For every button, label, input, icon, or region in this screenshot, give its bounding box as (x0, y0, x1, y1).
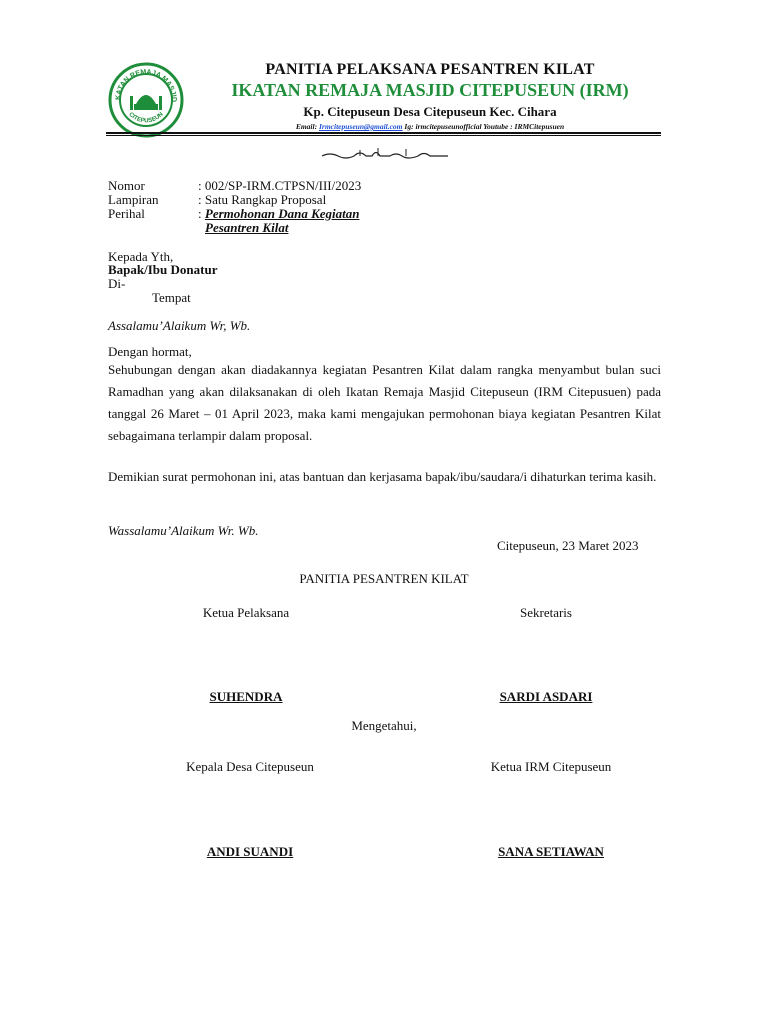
lampiran-label: Lampiran (108, 192, 159, 207)
body-paragraph-1: Sehubungan dengan akan diadakannya kegiatan Pesantren Kilat dalam rangka menyambut bulan suci Ramadhan yang akan dilaksanakan di oleh Ikatan Remaja Masjid Citepuseun (IRM Citepusuen) pada tanggal 26 Maret – 01 April 2023, maka kami mengajukan permohonan biaya kegiatan Pesantren Kilat sebagaimana terlampir dalam proposal. (108, 362, 661, 443)
recipient: Bapak/Ibu Donatur (108, 262, 218, 277)
salutation-kepada: Kepada Yth, (108, 249, 174, 264)
signatory-sekretaris: SARDI ASDARI (499, 689, 593, 704)
header-address: Kp. Citepuseun Desa Citepuseun Kec. Cihara (303, 104, 557, 119)
irm-logo (108, 62, 184, 138)
committee-name: PANITIA PESANTREN KILAT (299, 571, 469, 586)
signatory-kepala-desa: ANDI SUANDI (206, 844, 294, 859)
header-committee-title: PANITIA PELAKSANA PESANTREN KILAT (265, 61, 595, 78)
logo-bottom-text: CITEPUSEUN (127, 111, 165, 125)
header-rule-thick (106, 132, 661, 134)
signatory-ketua-pelaksana: SUHENDRA (209, 689, 283, 704)
header-organization-title: IKATAN REMAJA MASJID CITEPUSEUN (IRM) (231, 80, 629, 100)
address-di: Di- (108, 276, 126, 291)
body-paragraph-2: Demikian surat permohonan ini, atas bantuan dan kerjasama bapak/ibu/saudara/i dihaturkan terima kasih. (108, 469, 657, 484)
role-ketua-pelaksana: Ketua Pelaksana (202, 605, 290, 620)
role-kepala-desa: Kepala Desa Citepuseun (186, 759, 314, 774)
perihal-line-2: Pesantren Kilat (205, 220, 289, 235)
lampiran-value: : Satu Rangkap Proposal (198, 192, 327, 207)
opening-greeting: Dengan hormat, (108, 344, 192, 359)
role-ketua-irm: Ketua IRM Citepuseun (490, 759, 612, 774)
logo-top-text: KATAN REMAJA MASJID (114, 68, 178, 103)
nomor-value: : 002/SP-IRM.CTPSN/III/2023 (198, 178, 362, 193)
header-rule-thin (106, 135, 661, 136)
email-link[interactable]: Irmcitepuseun@gmail.com (318, 122, 403, 131)
place-date: Citepuseun, 23 Maret 2023 (497, 538, 639, 553)
acknowledged-label: Mengetahui, (351, 718, 417, 733)
basmalah-calligraphy (320, 146, 450, 160)
social-handles: Ig: irmcitepuseunofficial Youtube : IRMCitepusuen (404, 122, 565, 131)
nomor-label: Nomor (108, 178, 145, 193)
perihal-line-1: Permohonan Dana Kegiatan (204, 206, 360, 221)
opening-salam: Assalamu’Alaikum Wr, Wb. (108, 318, 251, 333)
address-tempat: Tempat (152, 290, 191, 305)
role-sekretaris: Sekretaris (520, 605, 572, 620)
closing-salam: Wassalamu’Alaikum Wr. Wb. (108, 523, 259, 538)
email-label: Email: (295, 122, 318, 131)
perihal-colon: : (198, 206, 205, 221)
signatory-ketua-irm: SANA SETIAWAN (498, 844, 604, 859)
perihal-label: Perihal (108, 206, 145, 221)
